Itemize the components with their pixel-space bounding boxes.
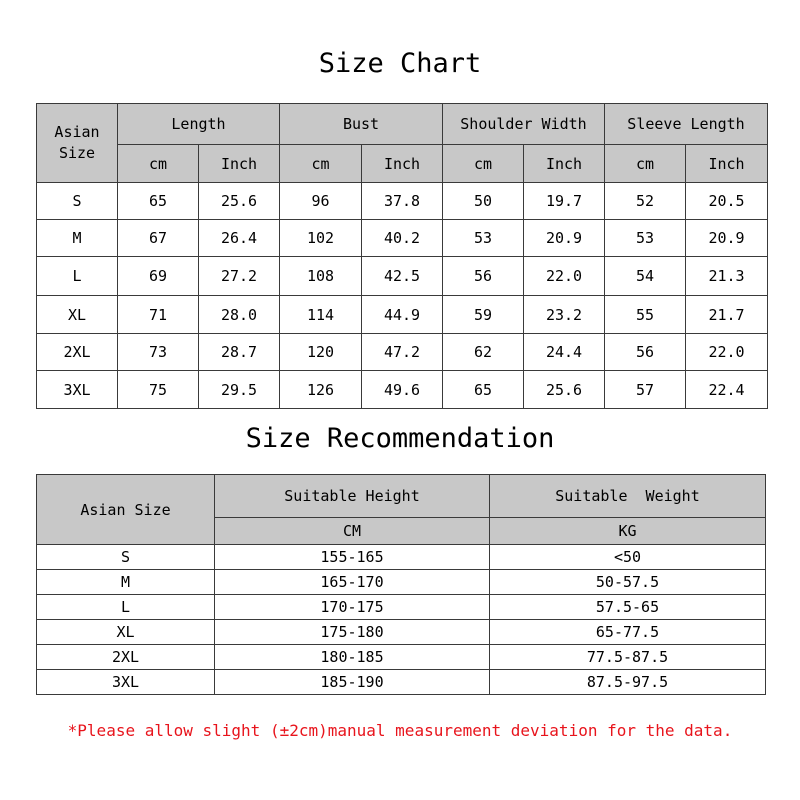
- weight-range-cell: 77.5-87.5: [490, 645, 766, 670]
- size-recommendation-table: [36, 474, 766, 695]
- measurement-cell: 28.0: [199, 296, 280, 334]
- measurement-cell: 120: [280, 334, 362, 371]
- measurement-cell: 25.6: [524, 371, 605, 409]
- bust-header: Bust: [280, 104, 443, 145]
- measurement-cell: 24.4: [524, 334, 605, 371]
- size-chart-row: [37, 371, 768, 409]
- unit-cell: cm: [280, 145, 362, 183]
- size-recommendation-title: Size Recommendation: [245, 423, 555, 454]
- size-label-cell: 3XL: [37, 371, 118, 409]
- size-chart-row: [37, 296, 768, 334]
- measurement-cell: 54: [605, 257, 686, 296]
- size-label-cell: L: [37, 257, 118, 296]
- height-range-cell: 170-175: [215, 595, 490, 620]
- measurement-cell: 19.7: [524, 183, 605, 220]
- size-label-cell: 3XL: [37, 670, 215, 695]
- size-label-cell: M: [37, 220, 118, 257]
- recommendation-row: [37, 570, 766, 595]
- size-chart-row: [37, 220, 768, 257]
- height-unit: CM: [215, 518, 490, 545]
- size-label-cell: 2XL: [37, 645, 215, 670]
- measurement-cell: 55: [605, 296, 686, 334]
- measurement-cell: 22.0: [524, 257, 605, 296]
- measurement-cell: 27.2: [199, 257, 280, 296]
- measurement-cell: 40.2: [362, 220, 443, 257]
- unit-cell: Inch: [686, 145, 768, 183]
- measurement-cell: 37.8: [362, 183, 443, 220]
- weight-unit: KG: [490, 518, 766, 545]
- unit-cell: Inch: [524, 145, 605, 183]
- measurement-cell: 96: [280, 183, 362, 220]
- measurement-cell: 57: [605, 371, 686, 409]
- measurement-cell: 49.6: [362, 371, 443, 409]
- recommendation-row: [37, 670, 766, 695]
- size-chart-row: [37, 334, 768, 371]
- measurement-cell: 67: [118, 220, 199, 257]
- asian-size-header-line1: Asian: [54, 123, 100, 141]
- size-label-cell: XL: [37, 620, 215, 645]
- shoulder-width-header: Shoulder Width: [443, 104, 605, 145]
- unit-cell: cm: [443, 145, 524, 183]
- measurement-cell: 65: [118, 183, 199, 220]
- weight-range-cell: 87.5-97.5: [490, 670, 766, 695]
- suitable-weight-header: Suitable Weight: [490, 475, 766, 518]
- measurement-cell: 108: [280, 257, 362, 296]
- size-label-cell: S: [37, 545, 215, 570]
- measurement-cell: 28.7: [199, 334, 280, 371]
- measurement-cell: 53: [605, 220, 686, 257]
- height-range-cell: 155-165: [215, 545, 490, 570]
- measurement-cell: 23.2: [524, 296, 605, 334]
- measurement-cell: 73: [118, 334, 199, 371]
- sleeve-length-header: Sleeve Length: [605, 104, 768, 145]
- asian-size-header-line2: Size: [58, 144, 96, 162]
- weight-range-cell: 65-77.5: [490, 620, 766, 645]
- size-chart-row: [37, 183, 768, 220]
- measurement-cell: 20.9: [686, 220, 768, 257]
- measurement-cell: 62: [443, 334, 524, 371]
- measurement-cell: 20.5: [686, 183, 768, 220]
- measurement-cell: 50: [443, 183, 524, 220]
- measurement-cell: 56: [443, 257, 524, 296]
- size-label-cell: M: [37, 570, 215, 595]
- measurement-cell: 71: [118, 296, 199, 334]
- measurement-note: *Please allow slight (±2cm)manual measurement deviation for the data.: [67, 721, 733, 740]
- size-chart-row: [37, 257, 768, 296]
- suitable-height-header: Suitable Height: [215, 475, 490, 518]
- measurement-cell: 22.4: [686, 371, 768, 409]
- measurement-cell: 22.0: [686, 334, 768, 371]
- size-label-cell: 2XL: [37, 334, 118, 371]
- size-label-cell: XL: [37, 296, 118, 334]
- measurement-cell: 21.3: [686, 257, 768, 296]
- recommendation-row: [37, 595, 766, 620]
- asian-size-header: [37, 104, 118, 183]
- measurement-cell: 52: [605, 183, 686, 220]
- size-label-cell: S: [37, 183, 118, 220]
- measurement-cell: 65: [443, 371, 524, 409]
- weight-range-cell: 57.5-65: [490, 595, 766, 620]
- height-range-cell: 175-180: [215, 620, 490, 645]
- height-range-cell: 165-170: [215, 570, 490, 595]
- measurement-cell: 75: [118, 371, 199, 409]
- measurement-cell: 114: [280, 296, 362, 334]
- measurement-cell: 69: [118, 257, 199, 296]
- unit-cell: Inch: [362, 145, 443, 183]
- rec-asian-size-header: Asian Size: [37, 475, 215, 545]
- measurement-cell: 53: [443, 220, 524, 257]
- recommendation-row: [37, 645, 766, 670]
- measurement-cell: 42.5: [362, 257, 443, 296]
- recommendation-row: [37, 545, 766, 570]
- measurement-cell: 102: [280, 220, 362, 257]
- measurement-cell: 26.4: [199, 220, 280, 257]
- height-range-cell: 185-190: [215, 670, 490, 695]
- measurement-cell: 25.6: [199, 183, 280, 220]
- unit-cell: cm: [605, 145, 686, 183]
- measurement-cell: 56: [605, 334, 686, 371]
- unit-cell: Inch: [199, 145, 280, 183]
- weight-range-cell: <50: [490, 545, 766, 570]
- measurement-cell: 20.9: [524, 220, 605, 257]
- weight-range-cell: 50-57.5: [490, 570, 766, 595]
- measurement-cell: 44.9: [362, 296, 443, 334]
- size-chart-table: [36, 103, 768, 409]
- unit-cell: cm: [118, 145, 199, 183]
- unit-row: [37, 145, 768, 183]
- measurement-cell: 126: [280, 371, 362, 409]
- measurement-cell: 29.5: [199, 371, 280, 409]
- size-label-cell: L: [37, 595, 215, 620]
- measurement-cell: 47.2: [362, 334, 443, 371]
- length-header: Length: [118, 104, 280, 145]
- measurement-cell: 21.7: [686, 296, 768, 334]
- size-chart-title: Size Chart: [318, 48, 482, 79]
- measurement-cell: 59: [443, 296, 524, 334]
- recommendation-row: [37, 620, 766, 645]
- height-range-cell: 180-185: [215, 645, 490, 670]
